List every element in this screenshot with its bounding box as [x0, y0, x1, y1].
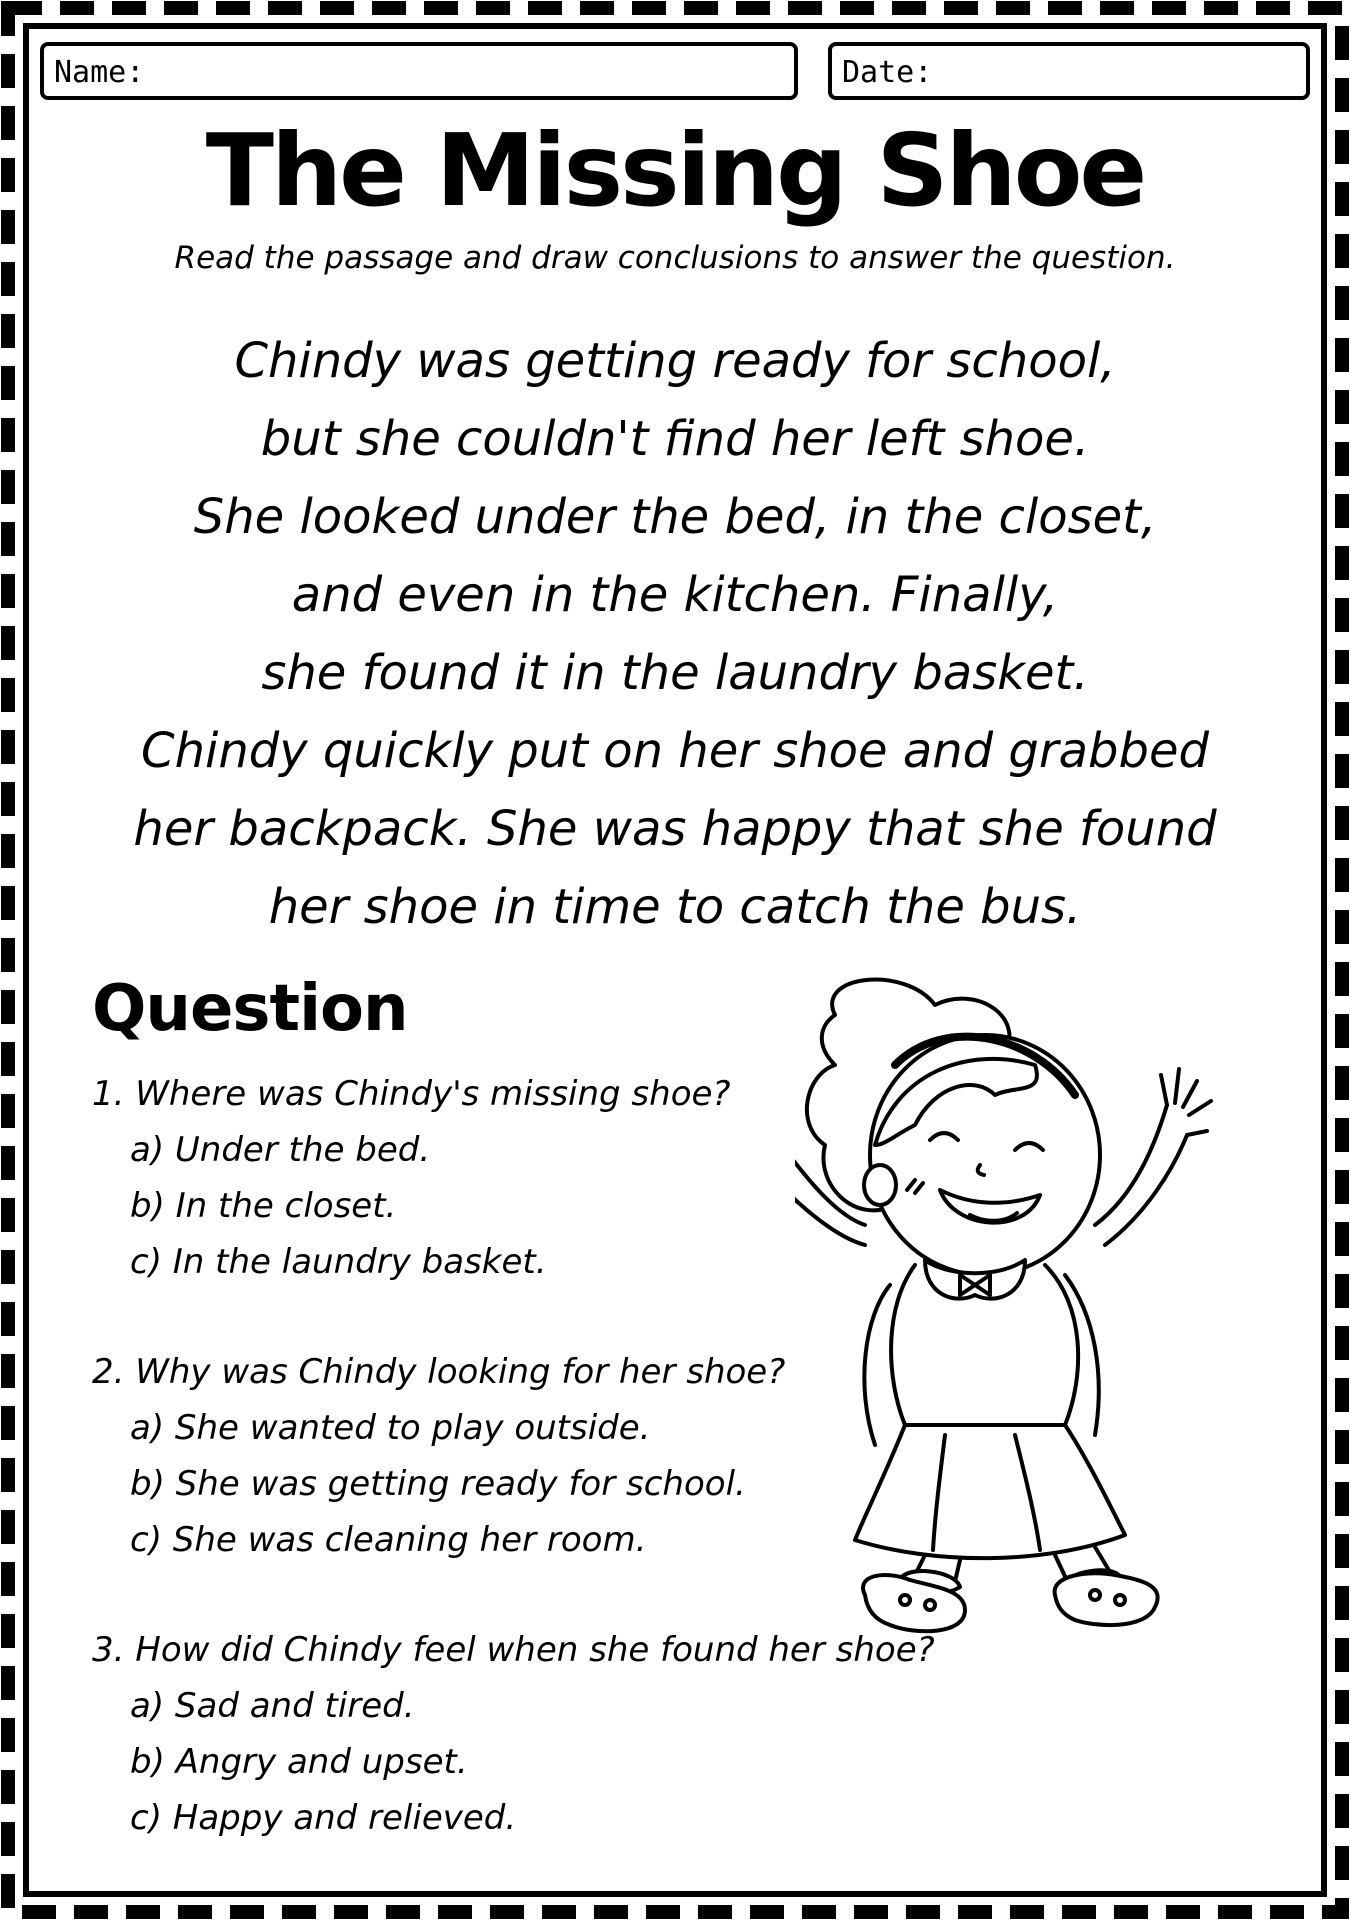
- question-2: [92, 1344, 785, 1568]
- date-field[interactable]: [828, 42, 1310, 100]
- passage-line: she found it in the laundry basket.: [261, 645, 1089, 701]
- answer-option[interactable]: a) Under the bed.: [130, 1130, 431, 1170]
- question-prompt: 3. How did Chindy feel when she found her shoe?: [92, 1630, 935, 1670]
- question-prompt: 1. Where was Chindy's missing shoe?: [92, 1074, 731, 1114]
- name-label: Name:: [54, 55, 145, 90]
- passage-line: Chindy quickly put on her shoe and grabbed: [141, 723, 1209, 779]
- date-label: Date:: [842, 55, 933, 90]
- passage-line: She looked under the bed, in the closet,: [193, 489, 1157, 545]
- passage-line: Chindy was getting ready for school,: [234, 333, 1116, 389]
- worksheet-title: The Missing Shoe: [205, 112, 1145, 229]
- answer-option[interactable]: b) She was getting ready for school.: [130, 1464, 746, 1504]
- happy-girl-illustration: [795, 975, 1240, 1640]
- passage-line: but she couldn't find her left shoe.: [260, 411, 1090, 467]
- date-input[interactable]: [922, 54, 1296, 92]
- answer-option[interactable]: b) Angry and upset.: [130, 1742, 468, 1782]
- passage-line: and even in the kitchen. Finally,: [291, 567, 1059, 623]
- question-3: [92, 1622, 935, 1846]
- answer-option[interactable]: c) Happy and relieved.: [130, 1798, 517, 1838]
- question-1: [92, 1066, 730, 1290]
- question-prompt: 2. Why was Chindy looking for her shoe?: [92, 1352, 786, 1392]
- answer-option[interactable]: a) Sad and tired.: [130, 1686, 415, 1726]
- questions-heading: Question: [92, 972, 408, 1046]
- name-field[interactable]: [40, 42, 798, 100]
- instructions: Read the passage and draw conclusions to answer the question.: [174, 240, 1176, 276]
- answer-option[interactable]: c) She was cleaning her room.: [130, 1520, 647, 1560]
- name-input[interactable]: [164, 54, 784, 92]
- answer-option[interactable]: b) In the closet.: [130, 1186, 397, 1226]
- passage-line: her backpack. She was happy that she found: [133, 801, 1217, 857]
- answer-option[interactable]: a) She wanted to play outside.: [130, 1408, 651, 1448]
- reading-passage: [60, 322, 1290, 946]
- answer-option[interactable]: c) In the laundry basket.: [130, 1242, 547, 1282]
- passage-line: her shoe in time to catch the bus.: [268, 879, 1082, 935]
